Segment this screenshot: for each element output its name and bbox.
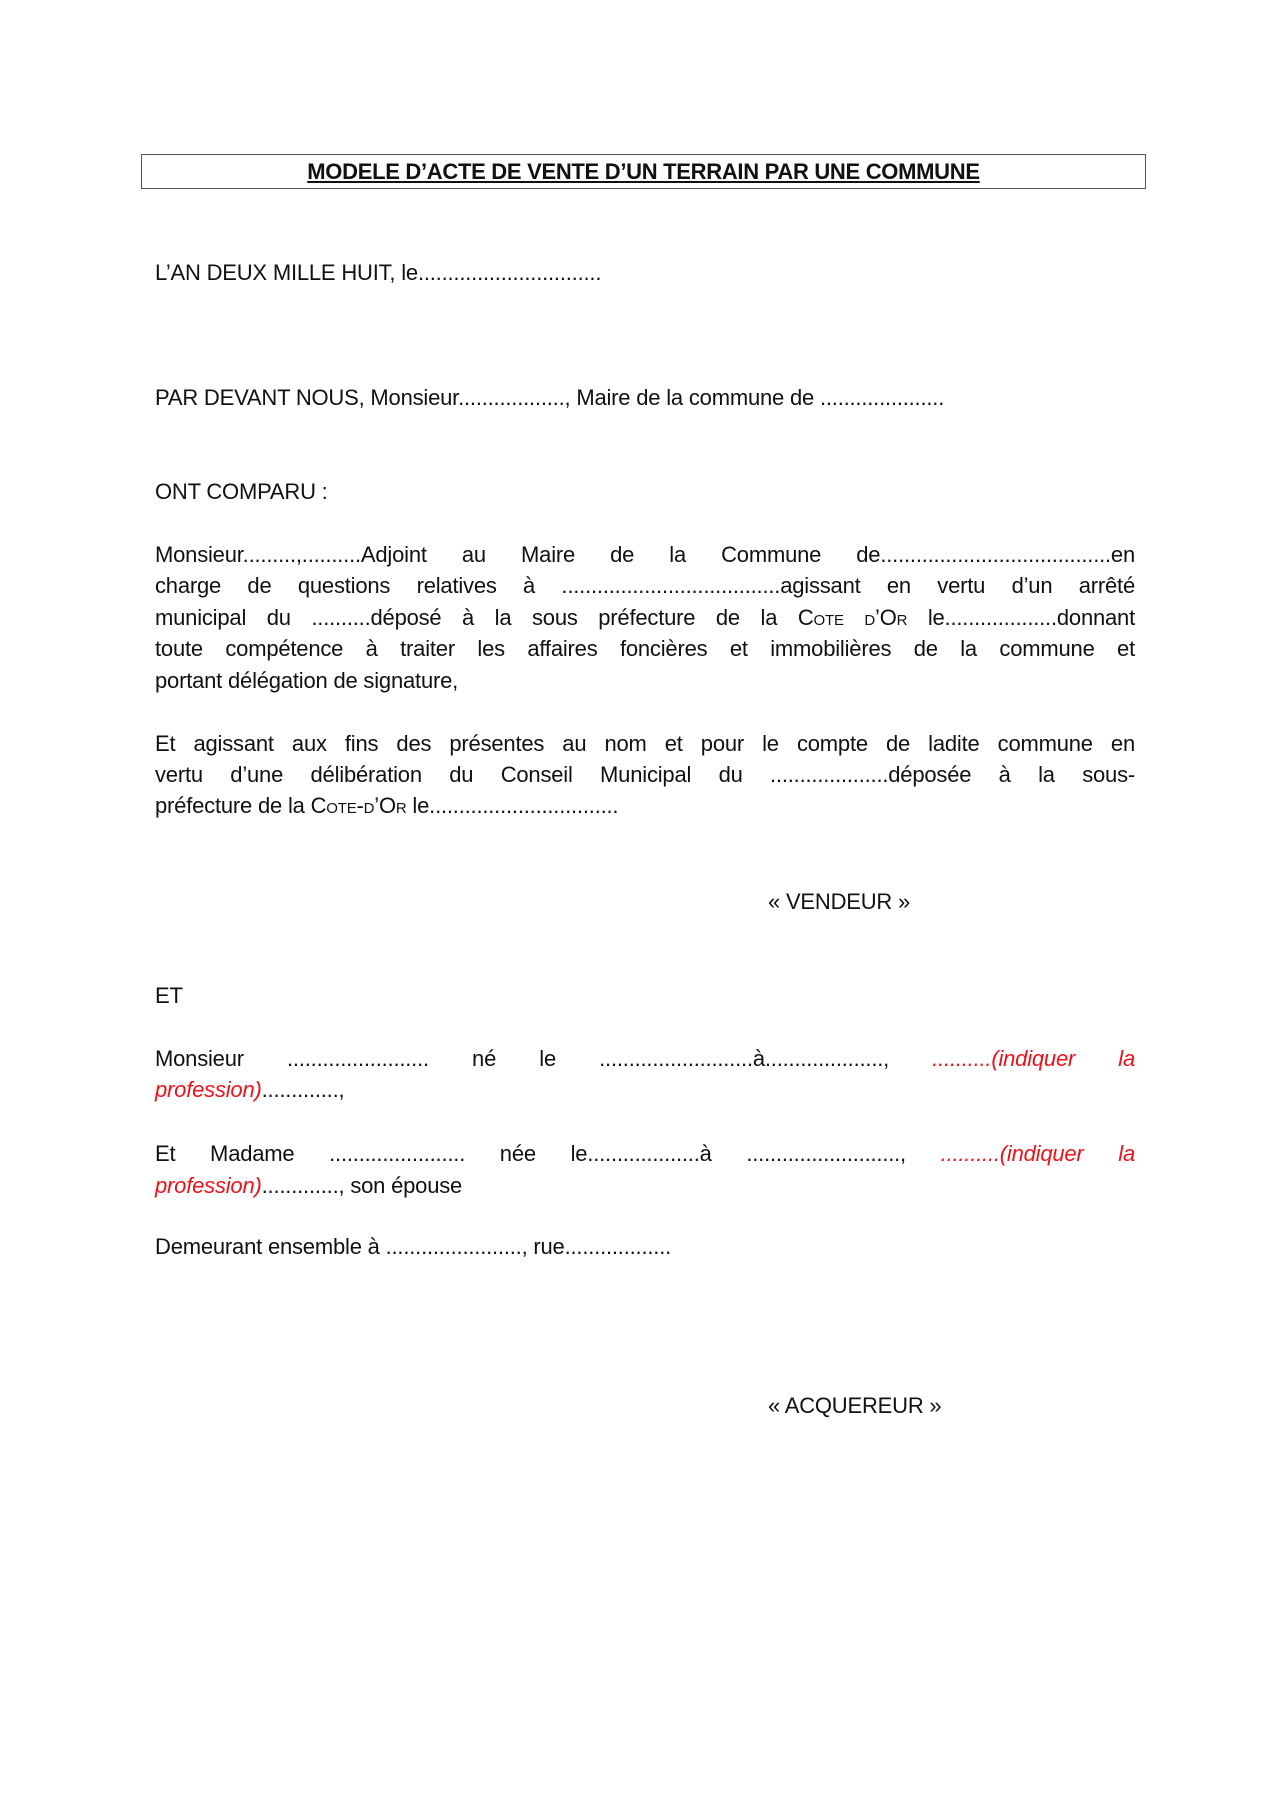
text: municipal du ..........déposé à la sous préfecture de la <box>155 605 798 630</box>
demeurant-line: Demeurant ensemble à ......................., rue.................. <box>155 1234 672 1259</box>
para1-line: Monsieur.........,..........Adjoint au Maire de la Commune de.......................................en <box>155 542 1135 567</box>
text: le................................ <box>406 793 619 818</box>
para2-line: vertu d’une délibération du Conseil Municipal du ....................déposée à la sous- <box>155 762 1135 787</box>
text: Monsieur ........................ né le ..........................à...................., <box>155 1046 933 1071</box>
comparu-heading: ONT COMPARU : <box>155 479 328 504</box>
text: ............., <box>261 1077 345 1102</box>
monsieur-line <box>155 1043 1135 1074</box>
et-label: ET <box>155 983 183 1008</box>
text: préfecture de la <box>155 793 311 818</box>
para2-line <box>155 790 1135 821</box>
document-title: MODELE D’ACTE DE VENTE D’UN TERRAIN PAR UNE COMMUNE <box>307 159 980 184</box>
title-box <box>141 154 1146 189</box>
monsieur-line <box>155 1074 1135 1105</box>
para1-line: charge de questions relatives à .....................................agissant en vertu d’un arrêté <box>155 573 1135 598</box>
acquereur-label: « ACQUEREUR » <box>768 1393 942 1418</box>
vendeur-label: « VENDEUR » <box>768 889 911 914</box>
text: le...................donnant <box>907 605 1136 630</box>
madame-line <box>155 1170 1135 1201</box>
date-line: L’AN DEUX MILLE HUIT, le............................... <box>155 260 602 285</box>
madame-line <box>155 1138 1135 1169</box>
profession-hint: profession) <box>155 1173 262 1198</box>
profession-hint: ..........(indiquer la <box>932 1046 1135 1071</box>
profession-hint: profession) <box>155 1077 262 1102</box>
place-name: Cote-d’Or <box>310 793 407 818</box>
para1-line <box>155 602 1135 633</box>
text: ............., son épouse <box>261 1173 463 1198</box>
para1-line: toute compétence à traiter les affaires foncières et immobilières de la commune et <box>155 636 1135 661</box>
place-name: Cote d’Or <box>797 605 908 630</box>
text: Et Madame ....................... née le...................à .........................., <box>155 1141 941 1166</box>
para1-line: portant délégation de signature, <box>155 668 459 693</box>
devant-line: PAR DEVANT NOUS, Monsieur.................., Maire de la commune de ..................... <box>155 385 945 410</box>
para2-line: Et agissant aux fins des présentes au nom et pour le compte de ladite commune en <box>155 731 1135 756</box>
profession-hint: ..........(indiquer la <box>940 1141 1135 1166</box>
